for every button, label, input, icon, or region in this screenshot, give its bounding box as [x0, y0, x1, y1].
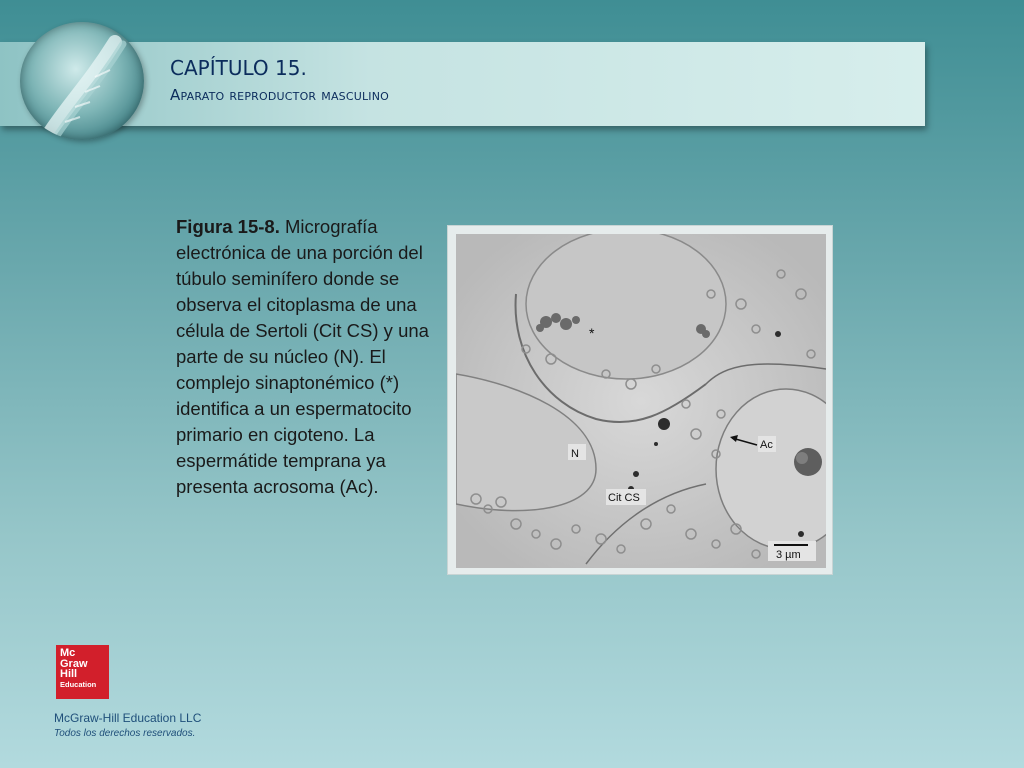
- figure-label: Figura 15-8.: [176, 216, 280, 237]
- label-asterisk: *: [589, 325, 595, 341]
- label-cit-cs: Cit CS: [608, 492, 640, 504]
- logo-line-3: Hill: [60, 668, 78, 680]
- logo-line-1: Mc: [60, 647, 76, 659]
- footer-company: McGraw-Hill Education LLC: [54, 711, 202, 725]
- label-scale: 3 µm: [776, 549, 801, 561]
- chapter-title: CAPÍTULO 15.: [170, 56, 307, 80]
- footer-rights: Todos los derechos reservados.: [54, 728, 196, 739]
- logo-line-2: Graw: [60, 657, 88, 670]
- label-n: N: [571, 448, 579, 460]
- figure-caption: [176, 214, 438, 500]
- chromosome-orb-image: [20, 22, 144, 140]
- chapter-subtitle: Aparato reproductor masculino: [170, 86, 390, 104]
- label-ac: Ac: [760, 439, 773, 451]
- chromosome-icon: [20, 22, 144, 140]
- electron-micrograph: [456, 234, 826, 568]
- figure-frame: [447, 225, 833, 575]
- mcgraw-hill-logo: [56, 645, 109, 699]
- figure-caption-text: Micrografía electrónica de una porción del túbulo seminífero donde se observa el citoplasma de una célula de Sertoli (Cit CS) y una parte de su núcleo (N). El complejo sinaptonémico (*) identifica a un espermatocito primario en cigoteno. La espermátide temprana ya presenta acrosoma (Ac).: [176, 216, 429, 497]
- logo-line-4: Education: [60, 679, 97, 689]
